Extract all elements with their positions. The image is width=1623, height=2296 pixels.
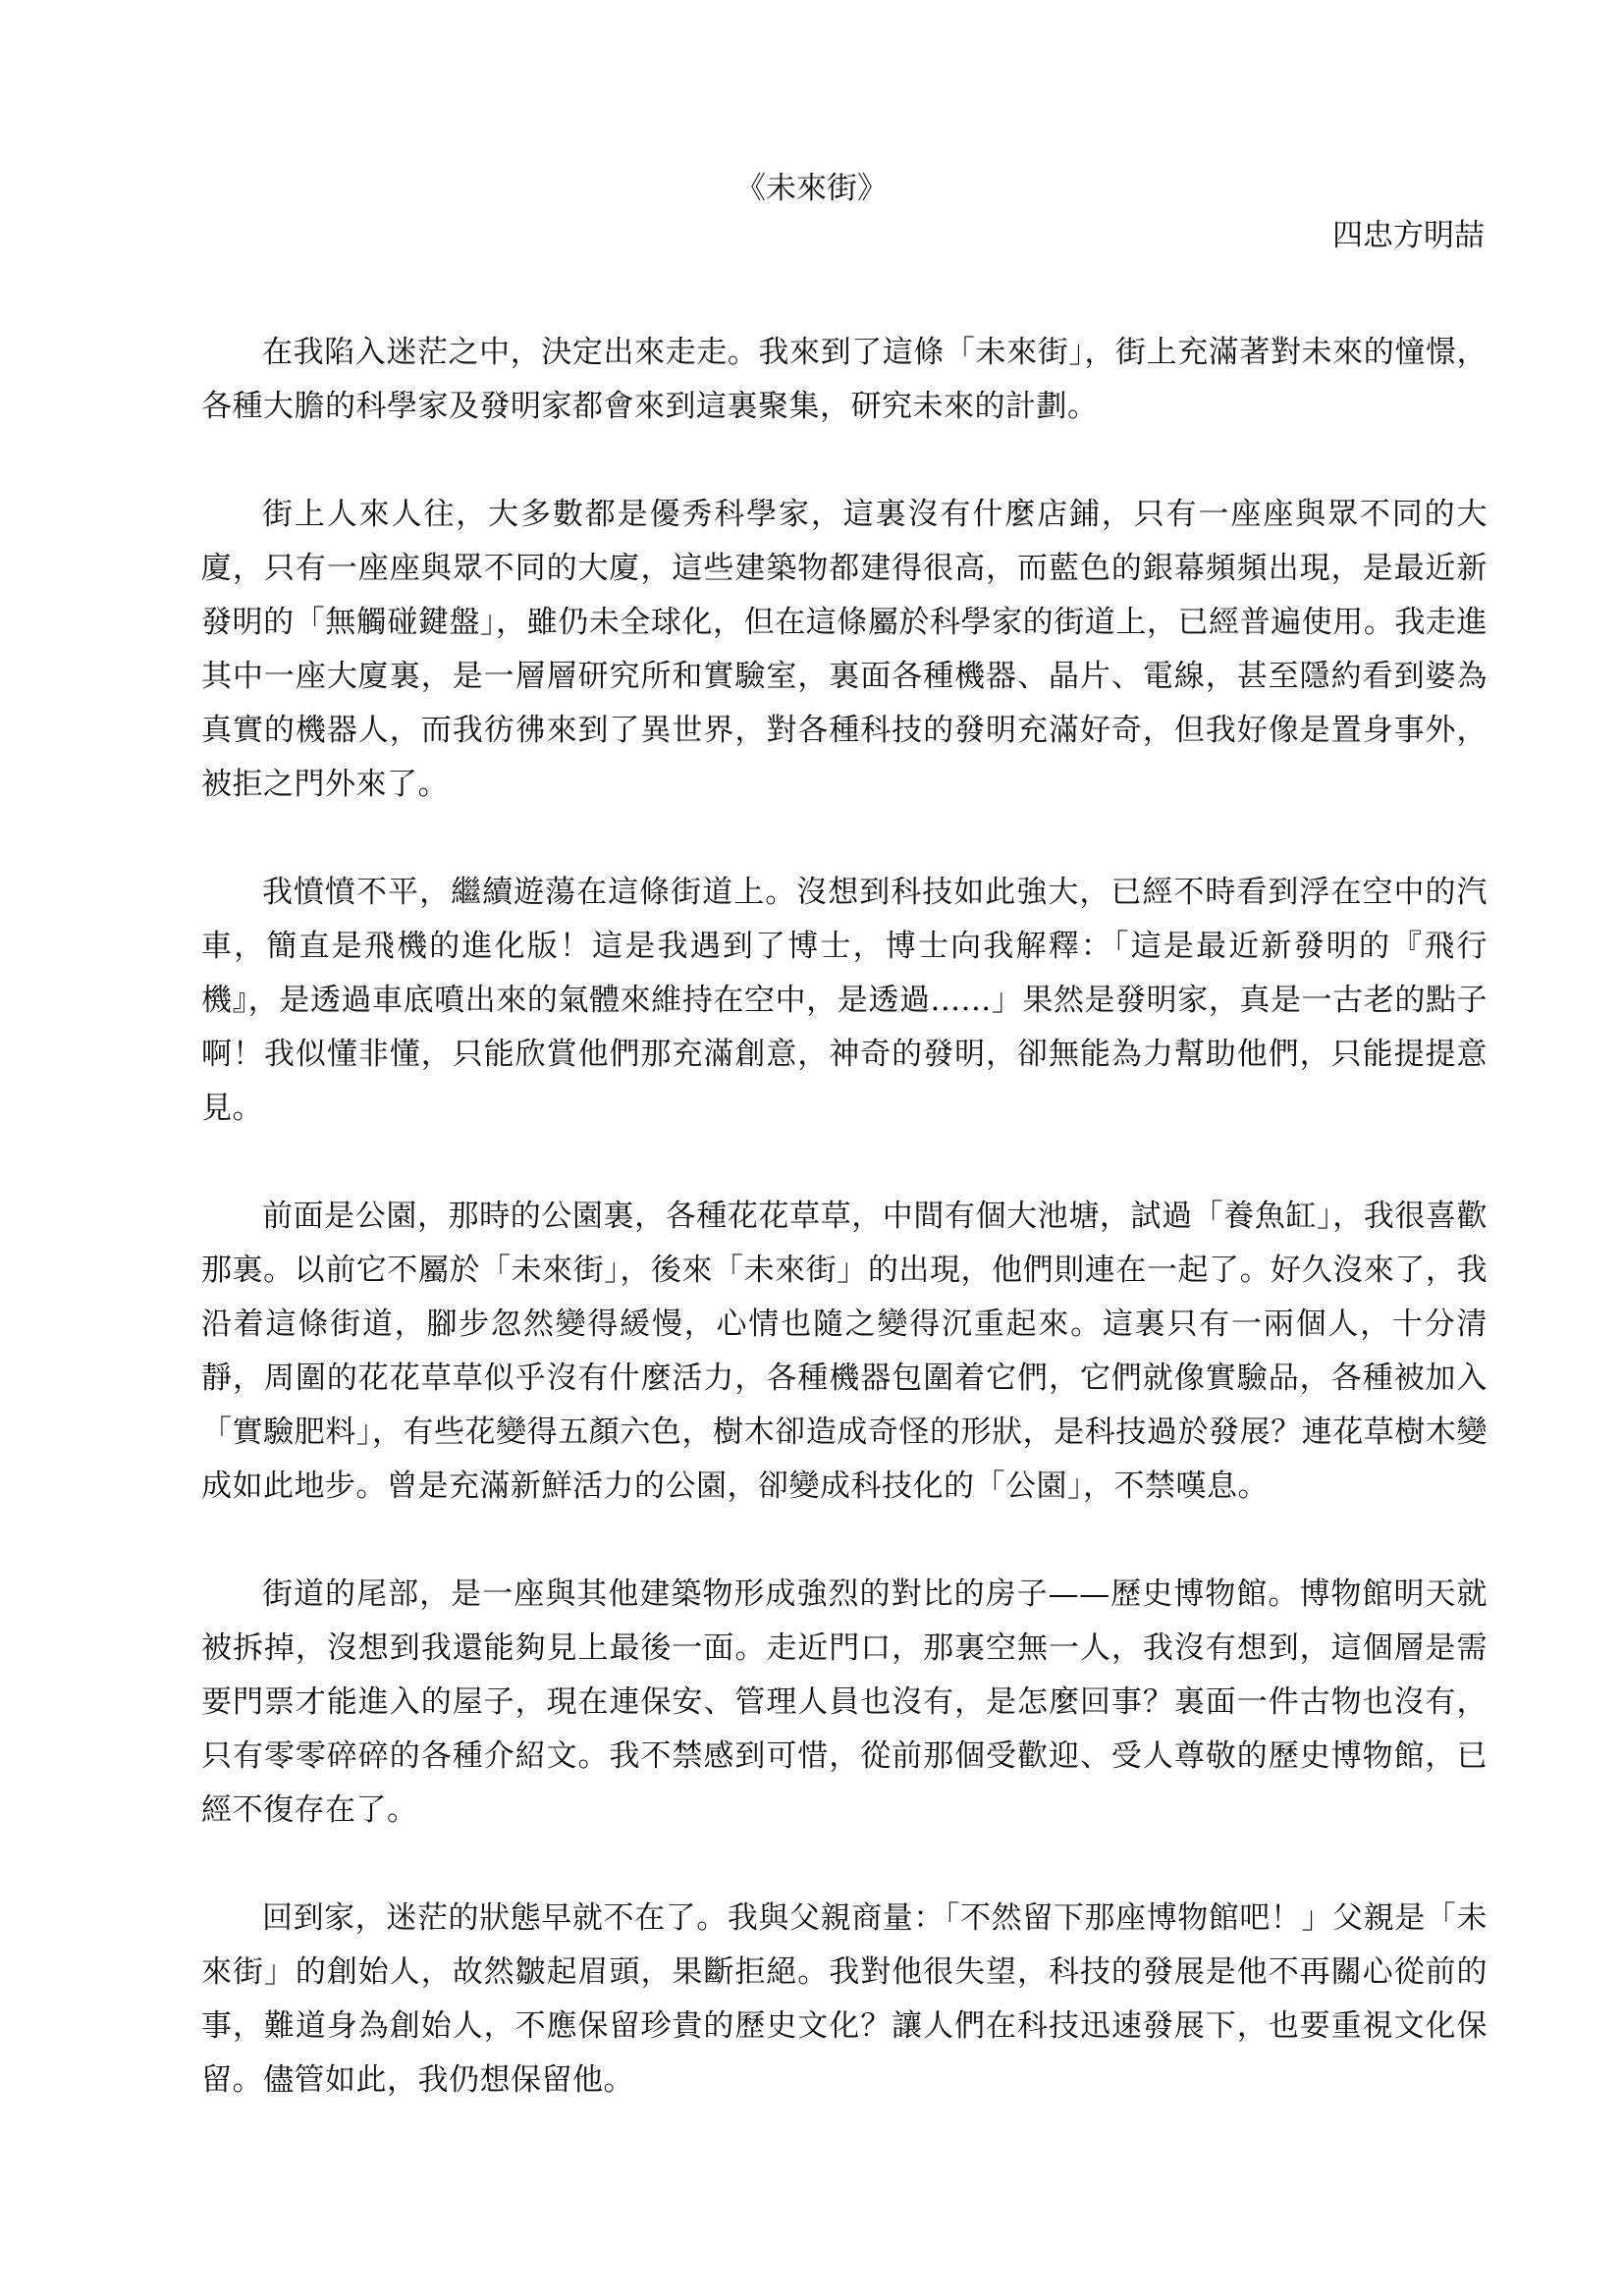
paragraph: 街上人來人往，大多數都是優秀科學家，這裏沒有什麼店鋪，只有一座座與眾不同的大廈，只有一座座與眾不同的大廈，這些建築物都建得很高，而藍色的銀幕頻頻出現，是最近新發明的「無觸碰鍵盤」，雖仍未全球化，但在這條屬於科學家的街道上，已經普遍使用。我走進其中一座大廈裏，是一層層研究所和實驗室，裏面各種機器、晶片、電線，甚至隱約看到婆為真實的機器人，而我彷彿來到了異世界，對各種科技的發明充滿好奇，但我好像是置身事外，被拒之門外來了。: [201, 497, 1488, 802]
document-body: [201, 326, 1488, 2162]
paragraph: 我憤憤不平，繼續遊蕩在這條街道上。沒想到科技如此強大，已經不時看到浮在空中的汽車，簡直是飛機的進化版！這是我遇到了博士，博士向我解釋：「這是最近新發明的『飛行機』，是透過車底噴出來的氣體來維持在空中，是透過......」果然是發明家，真是一古老的點子啊！我似懂非懂，只能欣賞他們那充滿創意，神奇的發明，卻無能為力幫助他們，只能提提意見。: [201, 875, 1488, 1126]
paragraph: 街道的尾部，是一座與其他建築物形成強烈的對比的房子——歷史博物館。博物館明天就被拆掉，沒想到我還能夠見上最後一面。走近門口，那裏空無一人，我沒有想到，這個層是需要門票才能進入的屋子，現在連保安、管理人員也沒有，是怎麼回事？裏面一件古物也沒有，只有零零碎碎的各種介紹文。我不禁感到可惜，從前那個受歡迎、受人尊敬的歷史博物館，已經不復存在了。: [201, 1576, 1488, 1828]
document-author: 四忠方明喆: [1332, 218, 1485, 253]
paragraph: 前面是公園，那時的公園裏，各種花花草草，中間有個大池塘，試過「養魚缸」，我很喜歡那裏。以前它不屬於「未來街」，後來「未來街」的出現，他們則連在一起了。好久沒來了，我沿着這條街道，腳步忽然變得緩慢，心情也隨之變得沉重起來。這裏只有一兩個人，十分清靜，周圍的花花草草似乎沒有什麼活力，各種機器包圍着它們，它們就像實驗品，各種被加入「實驗肥料」，有些花變得五顏六色，樹木卻造成奇怪的形狀，是科技過於發展？連花草樹木變成如此地步。曾是充滿新鮮活力的公園，卻變成科技化的「公園」，不禁嘆息。: [201, 1199, 1488, 1504]
paragraph: 在我陷入迷茫之中，決定出來走走。我來到了這條「未來街」，街上充滿著對未來的憧憬，各種大膽的科學家及發明家都會來到這裏聚集，研究未來的計劃。: [201, 335, 1488, 424]
document-title: 《未來街》: [735, 171, 888, 206]
paragraph: 回到家，迷茫的狀態早就不在了。我與父親商量：「不然留下那座博物館吧！」父親是「未來街」的創始人，故然皺起眉頭，果斷拒絕。我對他很失望，科技的發展是他不再關心從前的事，難道身為創始人，不應保留珍貴的歷史文化？讓人們在科技迅速發展下，也要重視文化保留。儘管如此，我仍想保留他。: [201, 1900, 1488, 2098]
